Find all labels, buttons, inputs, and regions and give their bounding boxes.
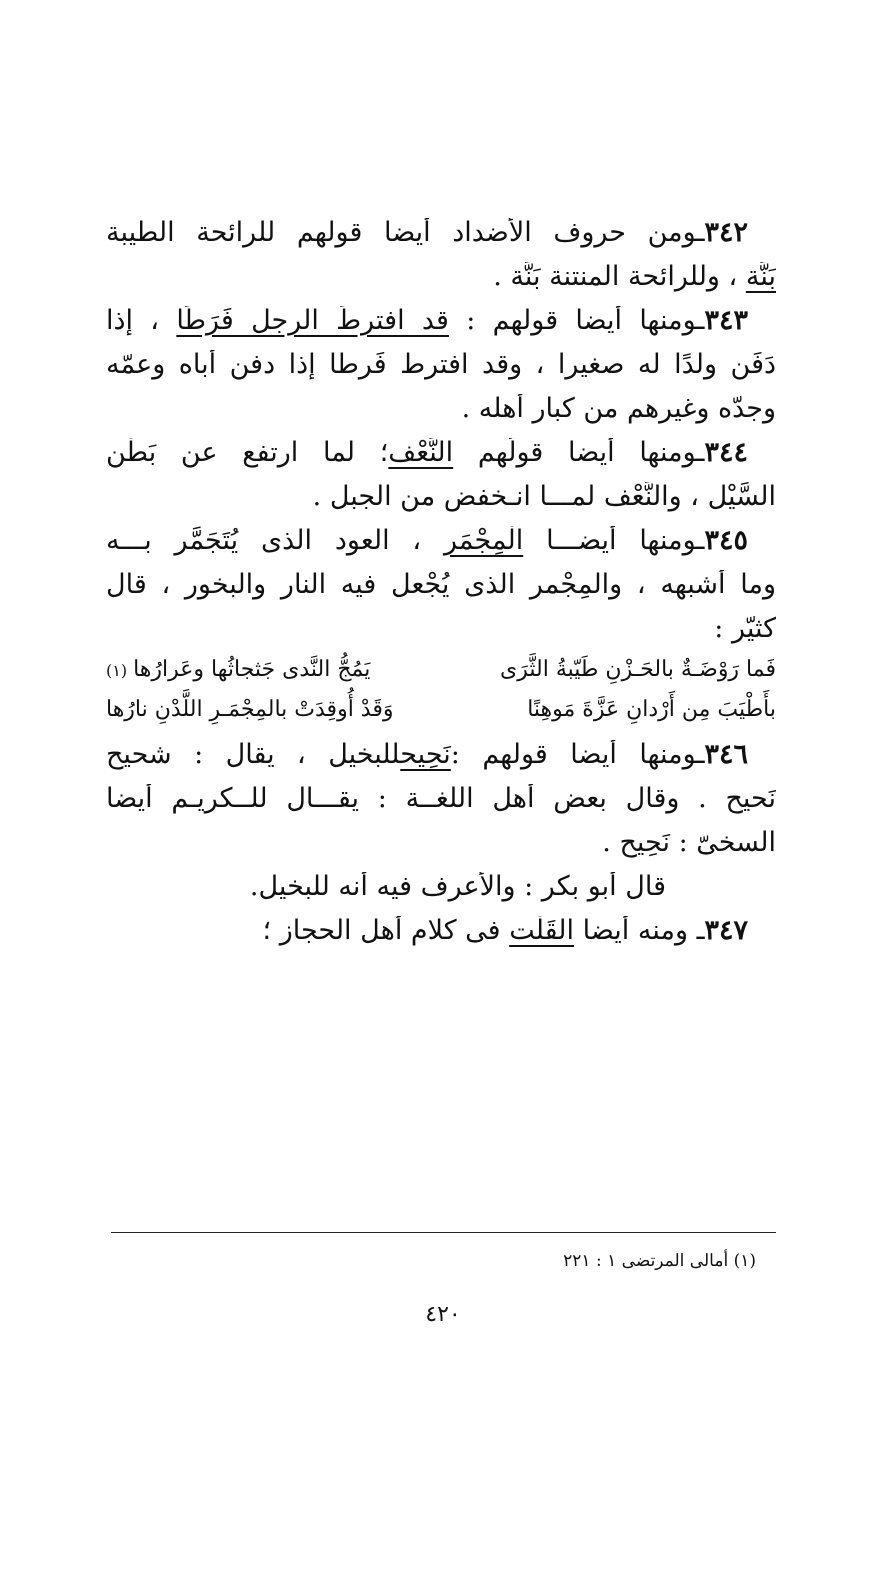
entry-347-text-b: فى كلام أَهل الحجاز ؛ — [262, 916, 501, 946]
entry-344-line-1 — [106, 438, 776, 482]
entry-342-line-2 — [106, 262, 776, 306]
entry-342-text: ـومن حروف الأَضداد أَيضا قولهم للرائحة الطيبة — [106, 218, 705, 248]
entry-347-text-a: ـ ومنه أَيضا — [582, 916, 705, 946]
entry-346-line-4 — [106, 872, 776, 916]
entry-343-number: ٣٤٣ — [704, 306, 748, 336]
entry-345-headword: الْمِجْمَر — [443, 526, 524, 556]
entry-346-headword: نَحِيح — [400, 740, 451, 770]
entry-343-text-a: ـومنها أَيضا قولهم : — [466, 306, 705, 336]
poem-verse-1 — [106, 652, 776, 692]
entry-346-line-1 — [106, 740, 776, 784]
entry-345-line-2 — [106, 570, 776, 614]
poem — [106, 652, 776, 732]
entry-344-headword: النَّعْف — [388, 438, 454, 468]
entry-346-text-a: ـومنها أَيضا قولهم : — [450, 740, 705, 770]
verse-2-first-hemistich: بأَطْيَبَ مِن أَرْدانِ عَزَّةَ مَوهِنًا — [527, 697, 776, 722]
entry-344-text-a: ـومنها أَيضا قولُهم — [477, 438, 705, 468]
entry-343-headword: قد افترطَ الرجل فَرَطًا — [176, 306, 449, 336]
entry-346-text-3: السخىّ : نَحِيح . — [602, 828, 776, 858]
verse-1-first-hemistich: فَما رَوْضَـةٌ بالحَـزْنِ طَيّبةُ الثَّرَى — [500, 657, 776, 682]
entry-343-text-b: ، إذا — [106, 306, 160, 336]
entry-342-text-2: ، وللرائحة المنتنة بَنَّة . — [493, 262, 738, 292]
entry-345-text-b: ، العود الذى يُتَجَمَّر بـــه — [106, 526, 422, 556]
entry-345-text-2: وما أَشبهه ، والمِجْمر الذى يُجْعل فيه النار والبخور ، قال — [106, 570, 776, 600]
verse-2-second-hemistich: وَقَدْ أُوقِدَتْ بالمِجْمَـرِ اللَّدْنِ نارُها — [106, 697, 394, 722]
entry-344-number: ٣٤٤ — [704, 438, 748, 468]
entry-345-text-3: كثيّر : — [714, 614, 776, 644]
entry-346-line-3 — [106, 828, 776, 872]
entry-346-text-4: قال أَبو بكر : والأَعرف فيه أَنه للبخيل. — [249, 872, 666, 902]
entry-342-headword: بَنَّة — [745, 262, 776, 292]
verse-1-second-hemistich — [106, 652, 370, 692]
entry-345-line-1 — [106, 526, 776, 570]
entry-344-line-2 — [106, 482, 776, 526]
entry-346-text-2: نَحيح . وقال بعض أَهل اللغــة : يقـــال للــكريـم أَيضا — [106, 784, 776, 814]
main-text — [106, 218, 776, 960]
footnote-marker: (١) — [106, 661, 128, 680]
entry-347-headword: القَلْت — [509, 916, 575, 946]
entry-342-line-1 — [106, 218, 776, 262]
entry-343-line-2 — [106, 350, 776, 394]
entry-344-text-b: ؛ لما ارتفع عن بَطْن — [106, 438, 389, 468]
entry-343-line-1 — [106, 306, 776, 350]
entry-346-line-2 — [106, 784, 776, 828]
entry-343-line-3 — [106, 394, 776, 438]
entry-345-number: ٣٤٥ — [704, 526, 748, 556]
footnote: (١) أمالى المرتضى ١ : ٢٢١ — [563, 1251, 756, 1271]
footnote-divider — [111, 1232, 776, 1233]
entry-343-text-2: دَفَن ولدًا له صغيرا ، وقد افترط فَرطا إذا دفن أَباه وعمّه — [106, 350, 776, 380]
entry-343-text-3: وجدّه وغيرهم من كبار أَهله . — [461, 394, 776, 424]
entry-346-number: ٣٤٦ — [704, 740, 748, 770]
verse-1-second-text: يَمُجُّ النَّدى جَثجاثُها وعَرارُها — [133, 657, 371, 682]
entry-347-line-1 — [106, 916, 776, 960]
entry-347-number: ٣٤٧ — [704, 916, 748, 946]
entry-345-line-3 — [106, 614, 776, 650]
entry-346-text-b: للبخيل ، يقال : شحيح — [106, 740, 401, 770]
entry-345-text-a: ـومنها أَيضـــا — [546, 526, 705, 556]
entry-344-text-2: السَّيْل ، والنَّعْف لمـــا انـخفض من الجبل . — [312, 482, 776, 512]
entry-342-number: ٣٤٢ — [704, 218, 748, 248]
poem-verse-2 — [106, 692, 776, 732]
page-number: ٤٢٠ — [425, 1302, 461, 1327]
